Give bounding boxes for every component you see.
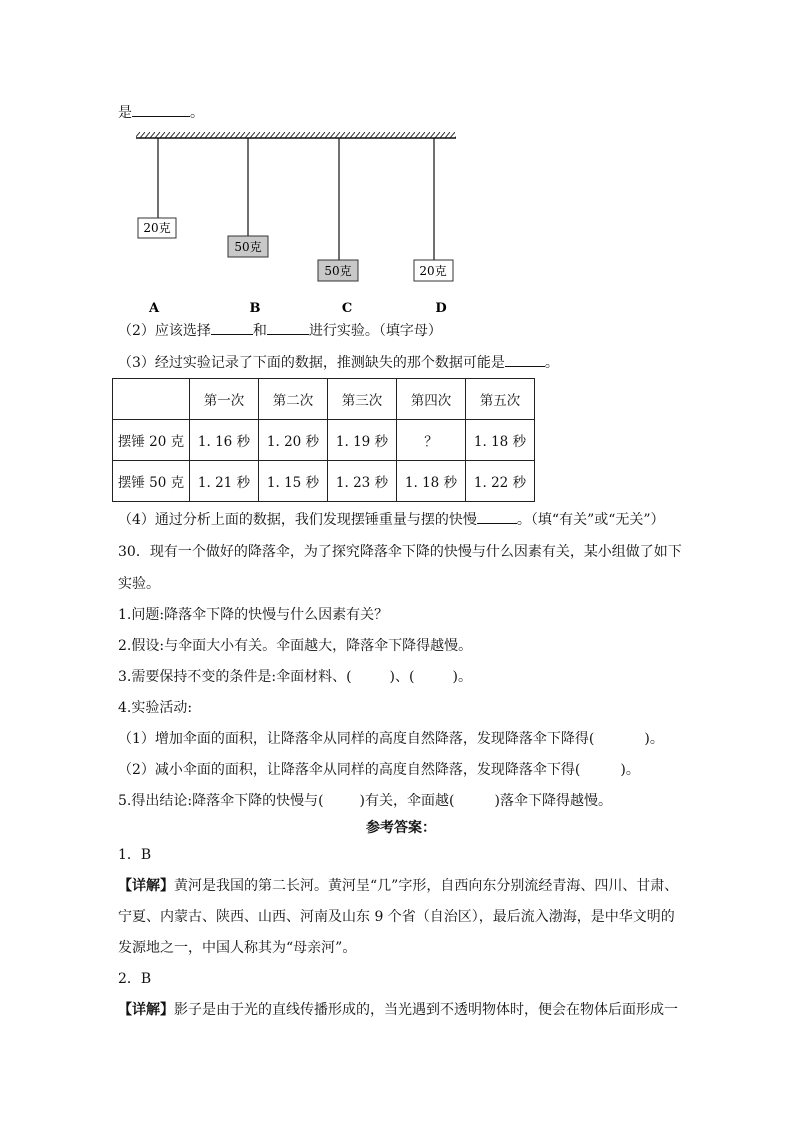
question-4 xyxy=(118,509,665,530)
detail-1-text-1: 黄河是我国的第二长河。黄河呈“几”字形，自西向东分别流经青海、四川、甘肃、 xyxy=(174,878,679,894)
q2-text-a: （2）应该选择 xyxy=(118,323,211,339)
table-header-row xyxy=(113,379,535,420)
weight-c-label: 50克 xyxy=(324,264,352,278)
table-cell: 摆锤 20 克 xyxy=(113,420,190,461)
q2-blank-1[interactable] xyxy=(211,320,253,335)
q30-p4-1-text: （1）增加伞面的面积，让降落伞从同样的高度自然降落，发现降落伞下降得( xyxy=(118,731,595,747)
q3-blank[interactable] xyxy=(505,352,545,367)
detail-2-text-1: 影子是由于光的直线传播形成的，当光遇到不透明物体时，便会在物体后面形成一 xyxy=(174,1002,678,1018)
answers-title: 参考答案： xyxy=(366,820,436,836)
pendulum-diagram xyxy=(0,0,794,330)
q30-p4-2-text: （2）减小伞面的面积，让降落伞从同样的高度自然降落，发现降落伞下得( xyxy=(118,762,581,778)
detail-1-line-2: 宁夏、内蒙古、陕西、山西、河南及山东 9 个省（自治区），最后流入渤海，是中华文明的 xyxy=(118,909,675,925)
table-cell: 1. 15 秒 xyxy=(259,461,328,502)
detail-2-line-1 xyxy=(118,1000,678,1020)
detail-1-line-3: 发源地之一，中国人称其为“母亲河”。 xyxy=(118,940,357,956)
q30-p5-text-a: 5.得出结论:降落伞下降的快慢与( xyxy=(118,793,324,809)
table-header-cell: 第一次 xyxy=(190,379,259,420)
detail-1-line-1 xyxy=(118,876,678,896)
detail-tag: 【详解】 xyxy=(118,1002,174,1018)
q4-text-b: 。（填“有关”或“无关”） xyxy=(516,512,665,528)
question-2 xyxy=(118,320,442,341)
label-d: D xyxy=(435,301,447,316)
q30-p3 xyxy=(118,667,472,687)
table-row xyxy=(113,461,535,502)
weight-a-label: 20克 xyxy=(143,221,171,235)
q30-line-1: 30．现有一个做好的降落伞，为了探究降落伞下降的快慢与什么因素有关，某小组做了如下 xyxy=(118,544,682,560)
q2-text-b: 和 xyxy=(252,323,267,339)
q30-p2: 2.假设:与伞面大小有关。伞面越大，降落伞下降得越慢。 xyxy=(118,638,473,654)
table-cell: ？ xyxy=(397,420,466,461)
q30-p3-text-b: )、( xyxy=(389,669,415,685)
q2-blank-2[interactable] xyxy=(267,320,309,335)
table-cell: 1. 19 秒 xyxy=(328,420,397,461)
table-header-cell: 第五次 xyxy=(466,379,535,420)
table-cell: 摆锤 50 克 xyxy=(113,461,190,502)
q30-p4: 4.实验活动: xyxy=(118,700,193,716)
table-cell: 1. 21 秒 xyxy=(190,461,259,502)
weight-b-label: 50克 xyxy=(234,240,262,254)
q30-p3-text-c: )。 xyxy=(452,669,472,685)
q30-p4-2-end: )。 xyxy=(620,762,640,778)
table-header-cell xyxy=(113,379,190,420)
table-header-cell: 第三次 xyxy=(328,379,397,420)
label-b: B xyxy=(249,301,261,316)
table-cell: 1. 22 秒 xyxy=(466,461,535,502)
data-table xyxy=(112,378,535,502)
table-cell: 1. 18 秒 xyxy=(397,461,466,502)
q2-text-c: 进行实验。（填字母） xyxy=(308,323,442,339)
table-header-cell: 第四次 xyxy=(397,379,466,420)
q4-blank[interactable] xyxy=(477,509,517,524)
weight-d-label: 20克 xyxy=(419,264,447,278)
q30-p4-1-end: )。 xyxy=(644,731,664,747)
table-row xyxy=(113,420,535,461)
intro-text: 是 xyxy=(118,105,132,121)
intro-end: 。 xyxy=(190,105,204,121)
table-cell: 1. 18 秒 xyxy=(466,420,535,461)
q30-p5-text-b: )有关，伞面越( xyxy=(359,793,455,809)
q30-p5 xyxy=(118,791,612,811)
q3-text-b: 。 xyxy=(544,355,559,371)
label-c: C xyxy=(341,301,353,316)
q30-p4-1 xyxy=(118,729,664,749)
q30-p3-text-a: 3.需要保持不变的条件是:伞面材料、( xyxy=(118,669,352,685)
table-cell: 1. 23 秒 xyxy=(328,461,397,502)
q4-text-a: （4）通过分析上面的数据，我们发现摆锤重量与摆的快慢 xyxy=(118,512,477,528)
q30-line-2: 实验。 xyxy=(118,576,160,592)
table-cell: 1. 20 秒 xyxy=(259,420,328,461)
q30-p1: 1.问题:降落伞下降的快慢与什么因素有关？ xyxy=(118,607,389,623)
detail-tag: 【详解】 xyxy=(118,878,174,894)
answer-2: 2．B xyxy=(118,971,152,987)
label-a: A xyxy=(148,301,160,316)
question-3 xyxy=(118,352,559,373)
q30-p4-2 xyxy=(118,760,640,780)
ceiling-hatch xyxy=(136,132,456,138)
q3-text-a: （3）经过实验记录了下面的数据，推测缺失的那个数据可能是 xyxy=(118,355,505,371)
q30-p5-text-c: )落伞下降得越慢。 xyxy=(494,793,612,809)
answer-1: 1．B xyxy=(118,847,152,863)
table-cell: 1. 16 秒 xyxy=(190,420,259,461)
table-header-cell: 第二次 xyxy=(259,379,328,420)
